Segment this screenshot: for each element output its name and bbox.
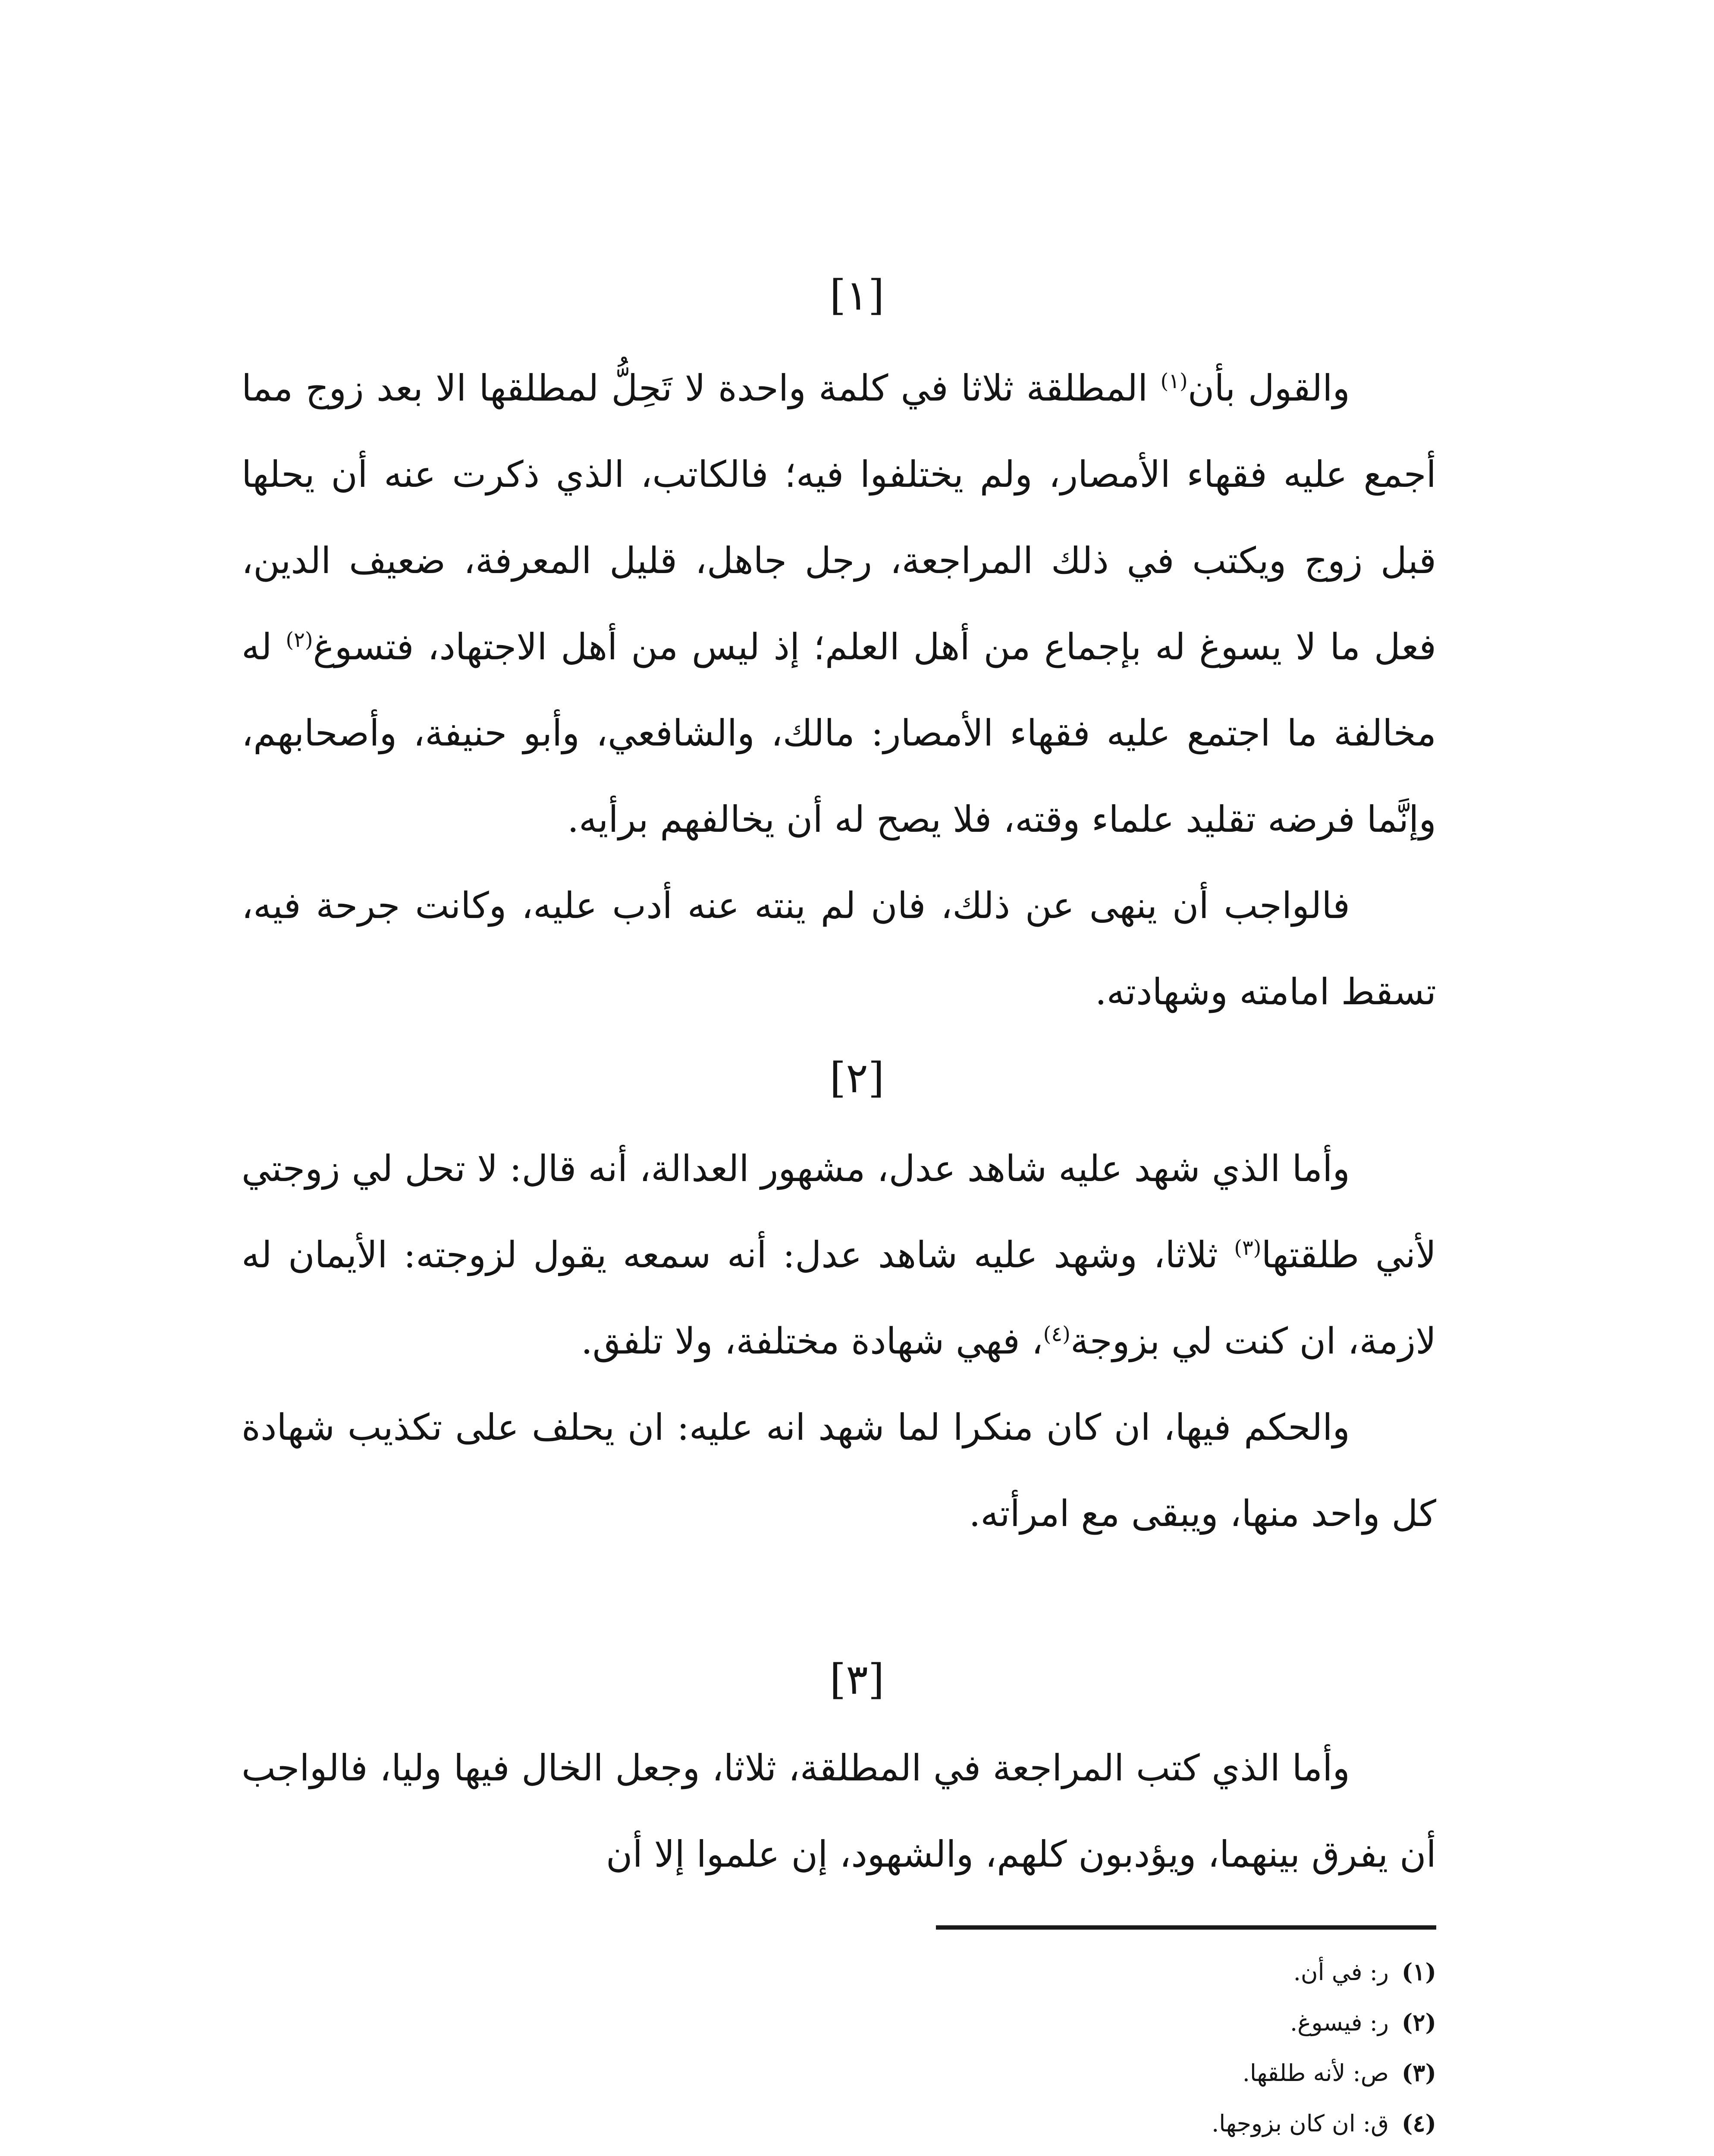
footnotes [690, 1947, 1436, 2149]
text-run: وأما الذي شهد عليه شاهد عدل، مشهور العدالة، أنه قال: لا تحل لي زوجتي لأني طلقتها [242, 1147, 1436, 1276]
footnote-number: (٢) [1401, 2009, 1436, 2036]
footnote-text: ق: ان كان بزوجها. [1212, 2110, 1389, 2137]
section-2-body [242, 1125, 1436, 1557]
footnote [690, 2048, 1436, 2098]
footnote [690, 1997, 1436, 2048]
text-run: ثلاثا، وشهد عليه شاهد عدل: أنه سمعه يقول لزوجته: الأيمان له لازمة، ان كنت لي بزوجة [242, 1234, 1436, 1362]
text-run: له مخالفة ما اجتمع عليه فقهاء الأمصار: مالك، والشافعي، وأبو حنيفة، وأصحابهم، وإنَّما فرضه تقليد علماء وقته، فلا يصح له أن يخالفهم برأيه. [242, 626, 1436, 840]
footnote-ref: (٤) [1043, 1322, 1070, 1346]
footnote-text: ر: في أن. [1293, 1959, 1389, 1986]
section-3-body [242, 1725, 1436, 1897]
text-run: والقول بأن [1187, 367, 1350, 409]
paragraph: والحكم فيها، ان كان منكرا لما شهد انه عليه: ان يحلف على تكذيب شهادة كل واحد منها، ويبقى مع امرأته. [242, 1406, 1436, 1535]
section-number: [٢] [829, 1054, 885, 1102]
paragraph [242, 1125, 1436, 1384]
footnote-text: ر: فيسوغ. [1290, 2009, 1389, 2036]
section-number: [٣] [829, 1655, 885, 1704]
footnote-number: (٤) [1401, 2109, 1436, 2137]
text-run: المطلقة ثلاثا في كلمة واحدة لا تَحِلُّ لمطلقها الا بعد زوج مما أجمع عليه فقهاء الأمصار، ولم يختلفوا فيه؛ فالكاتب، الذي ذكرت عنه أن يحلها قبل زوج ويكتب في ذلك المراجعة، رجل جاهل، قليل المعرفة، ضعيف الدين، فعل ما لا يسوغ له بإجماع من أهل العلم؛ إذ ليس من أهل الاجتهاد، فتسوغ [242, 367, 1436, 668]
text-run: ، فهي شهادة مختلفة، ولا تلفق. [581, 1320, 1043, 1362]
section-number: [١] [829, 271, 885, 320]
footnote-number: (٣) [1401, 2059, 1436, 2087]
footnote-ref: (١) [1160, 369, 1188, 393]
paragraph: فالواجب أن ينهى عن ذلك، فان لم ينته عنه أدب عليه، وكانت جرحة فيه، تسقط امامته وشهادته. [242, 884, 1436, 1013]
footnote-ref: (٢) [286, 628, 313, 652]
paragraph: وأما الذي كتب المراجعة في المطلقة، ثلاثا، وجعل الخال فيها وليا، فالواجب أن يفرق بينهما، ويؤدبون كلهم، والشهود، إن علموا إلا أن [242, 1747, 1436, 1875]
footnote-ref: (٣) [1234, 1236, 1262, 1260]
footnote [690, 1947, 1436, 1997]
section-1-body [242, 345, 1436, 1035]
paragraph [242, 345, 1436, 862]
footnote-text: ص: لأنه طلقها. [1242, 2059, 1389, 2087]
footnote [690, 2098, 1436, 2149]
footnote-divider [936, 1925, 1436, 1930]
footnote-number: (١) [1401, 1958, 1436, 1986]
